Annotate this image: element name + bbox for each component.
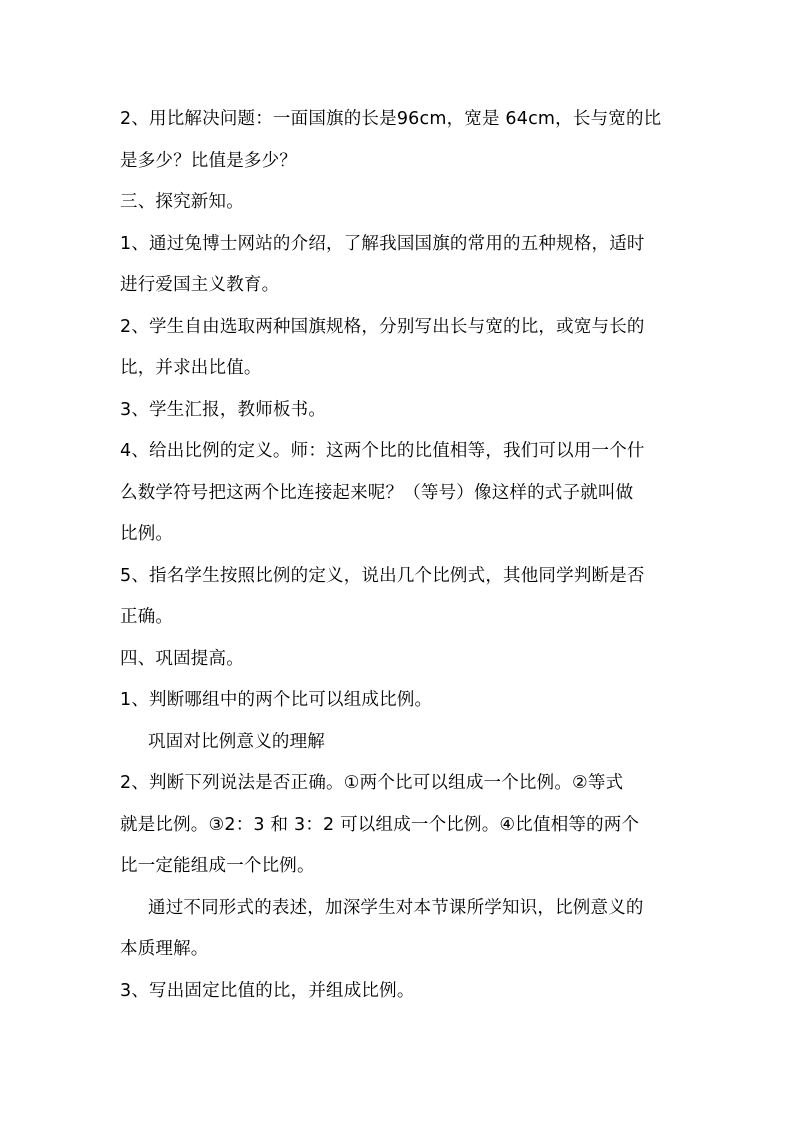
- indented-note: 通过不同形式的表述，加深学生对本节课所学知识，比例意义的: [148, 897, 644, 918]
- text-line: 比一定能组成一个比例。: [120, 856, 315, 876]
- text-line: 2、用比解决问题：一面国旗的长是96cm，宽是 64cm，长与宽的比: [120, 109, 662, 129]
- document-body: [120, 99, 676, 1012]
- text-line: 4、给出比例的定义。师：这两个比的比值相等，我们可以用一个什: [120, 441, 645, 461]
- text-line: 比例。: [120, 524, 174, 544]
- text-line: 2、判断下列说法是否正确。①两个比可以组成一个比例。②等式: [120, 773, 624, 793]
- text-line: 正确。: [120, 607, 174, 627]
- text-line: 5、指名学生按照比例的定义，说出几个比例式，其他同学判断是否: [120, 565, 645, 586]
- text-line: 是多少？比值是多少？: [120, 150, 297, 171]
- indented-note: 巩固对比例意义的理解: [148, 731, 325, 752]
- text-line: 3、学生汇报，教师板书。: [120, 399, 327, 420]
- text-line: 就是比例。③2：3 和 3：2 可以组成一个比例。④比值相等的两个: [120, 814, 640, 835]
- text-line: 1、判断哪组中的两个比可以组成比例。: [120, 690, 433, 710]
- text-line: 比，并求出比值。: [120, 358, 262, 378]
- section-heading: 四、巩固提高。: [120, 648, 244, 669]
- text-line: 3、写出固定比值的比，并组成比例。: [120, 980, 415, 1001]
- text-line: 1、通过兔博士网站的介绍，了解我国国旗的常用的五种规格，适时: [120, 233, 645, 254]
- section-heading: 三、探究新知。: [120, 192, 244, 212]
- text-line: 进行爱国主义教育。: [120, 275, 280, 295]
- text-line: 本质理解。: [120, 939, 209, 959]
- text-line: 2、学生自由选取两种国旗规格，分别写出长与宽的比，或宽与长的: [120, 316, 645, 337]
- text-line: 么数学符号把这两个比连接起来呢？（等号）像这样的式子就叫做: [120, 482, 634, 503]
